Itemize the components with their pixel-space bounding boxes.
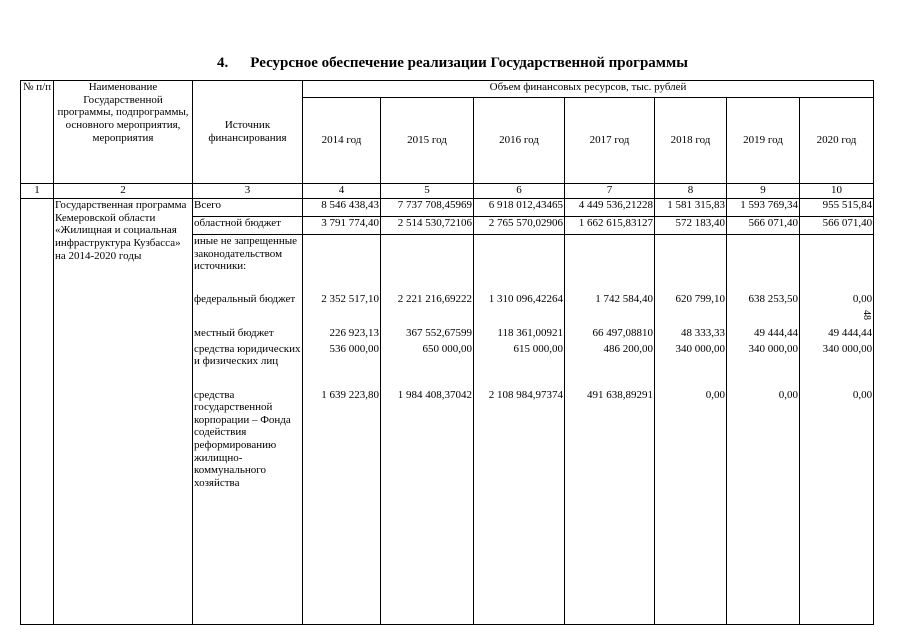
value-cell: 4 449 536,21228 bbox=[565, 199, 655, 217]
value-cell bbox=[381, 235, 474, 293]
header-year: 2014 год bbox=[303, 98, 381, 184]
header-name: Наименование Государственной программы, подпрограммы, основного мероприятия, мероприятия bbox=[54, 81, 193, 184]
value-list-cell bbox=[655, 293, 727, 625]
value-cell: 572 183,40 bbox=[655, 217, 727, 235]
value-cell: 620 799,10 bbox=[675, 292, 725, 305]
header-num: № п/п bbox=[21, 81, 54, 184]
column-number: 6 bbox=[474, 184, 565, 199]
column-number: 8 bbox=[655, 184, 727, 199]
header-year: 2018 год bbox=[655, 98, 727, 184]
header-volume: Объем финансовых ресурсов, тыс. рублей bbox=[303, 81, 874, 98]
value-cell: 7 737 708,45969 bbox=[381, 199, 474, 217]
value-cell: 955 515,84 bbox=[800, 199, 874, 217]
value-cell: 1 639 223,80 bbox=[321, 388, 379, 401]
value-cell: 3 791 774,40 bbox=[303, 217, 381, 235]
value-cell: 536 000,00 bbox=[329, 342, 379, 355]
column-number: 7 bbox=[565, 184, 655, 199]
value-cell bbox=[655, 235, 727, 293]
value-cell: 638 253,50 bbox=[748, 292, 798, 305]
resource-table bbox=[20, 80, 874, 625]
value-list-cell bbox=[303, 293, 381, 625]
value-cell: 491 638,89291 bbox=[587, 388, 653, 401]
value-cell: 0,00 bbox=[705, 388, 725, 401]
value-cell: 8 546 438,43 bbox=[303, 199, 381, 217]
page-number: 48 bbox=[861, 310, 872, 320]
value-cell: 48 333,33 bbox=[681, 326, 725, 339]
value-cell bbox=[727, 235, 800, 293]
value-cell: 66 497,08810 bbox=[592, 326, 653, 339]
value-cell: 650 000,00 bbox=[422, 342, 472, 355]
value-cell: 49 444,44 bbox=[828, 326, 873, 339]
value-cell: 118 361,00921 bbox=[497, 326, 563, 339]
value-list-cell bbox=[474, 293, 565, 625]
value-cell: 1 581 315,83 bbox=[655, 199, 727, 217]
header-year: 2016 год bbox=[474, 98, 565, 184]
value-cell: 2 352 517,10 bbox=[321, 292, 379, 305]
source-cell: Всего bbox=[193, 199, 303, 217]
value-cell bbox=[474, 235, 565, 293]
value-cell: 49 444,44 bbox=[754, 326, 798, 339]
header-year: 2020 год bbox=[800, 98, 874, 184]
value-cell bbox=[800, 235, 874, 293]
source-cell: федеральный бюджет bbox=[194, 292, 296, 305]
table-row bbox=[21, 199, 874, 217]
source-cell: средства государственной корпорации – Фонда содействия реформированию жилищно-коммунального хозяйства bbox=[194, 388, 291, 489]
value-cell: 1 310 096,42264 bbox=[488, 292, 563, 305]
column-number-row bbox=[21, 184, 874, 199]
section-number: 4. bbox=[217, 55, 229, 71]
value-cell: 6 918 012,43465 bbox=[474, 199, 565, 217]
header-year: 2017 год bbox=[565, 98, 655, 184]
value-cell: 367 552,67599 bbox=[406, 326, 472, 339]
value-list-cell bbox=[727, 293, 800, 625]
value-cell: 340 000,00 bbox=[748, 342, 798, 355]
value-cell: 566 071,40 bbox=[727, 217, 800, 235]
source-cell: иные не запрещенные законодательством источники: bbox=[193, 235, 303, 293]
value-cell: 0,00 bbox=[778, 388, 798, 401]
value-cell: 0,00 bbox=[852, 388, 873, 401]
value-cell: 2 514 530,72106 bbox=[381, 217, 474, 235]
column-number: 10 bbox=[800, 184, 874, 199]
value-cell bbox=[565, 235, 655, 293]
header-year: 2015 год bbox=[381, 98, 474, 184]
column-number: 9 bbox=[727, 184, 800, 199]
source-cell: средства юридических и физических лиц bbox=[194, 342, 301, 368]
column-number: 5 bbox=[381, 184, 474, 199]
column-number: 1 bbox=[21, 184, 54, 199]
value-cell: 226 923,13 bbox=[329, 326, 379, 339]
column-number: 2 bbox=[54, 184, 193, 199]
value-cell: 1 662 615,83127 bbox=[565, 217, 655, 235]
value-list-cell bbox=[800, 293, 874, 625]
source-list-cell bbox=[193, 293, 303, 625]
program-name-cell: Государственная программа Кемеровской области «Жилищная и социальная инфраструктура Кузбасса» на 2014-2020 годы bbox=[54, 199, 193, 625]
value-list-cell bbox=[381, 293, 474, 625]
value-cell: 0,00 bbox=[852, 292, 873, 305]
value-cell: 340 000,00 bbox=[822, 342, 873, 355]
header-year: 2019 год bbox=[727, 98, 800, 184]
value-cell: 1 742 584,40 bbox=[595, 292, 653, 305]
header-source: Источник финансирования bbox=[193, 81, 303, 184]
source-cell: областной бюджет bbox=[193, 217, 303, 235]
value-cell: 615 000,00 bbox=[513, 342, 563, 355]
value-cell: 1 593 769,34 bbox=[727, 199, 800, 217]
section-title: Ресурсное обеспечение реализации Государственной программы bbox=[250, 55, 688, 71]
value-cell: 2 108 984,97374 bbox=[488, 388, 563, 401]
value-cell: 340 000,00 bbox=[675, 342, 725, 355]
value-cell: 2 221 216,69222 bbox=[397, 292, 472, 305]
source-cell: местный бюджет bbox=[194, 326, 274, 339]
column-number: 4 bbox=[303, 184, 381, 199]
value-cell bbox=[303, 235, 381, 293]
value-cell: 1 984 408,37042 bbox=[397, 388, 472, 401]
program-num-cell bbox=[21, 199, 54, 625]
value-cell: 486 200,00 bbox=[603, 342, 653, 355]
value-cell: 2 765 570,02906 bbox=[474, 217, 565, 235]
value-cell: 566 071,40 bbox=[800, 217, 874, 235]
value-list-cell bbox=[565, 293, 655, 625]
column-number: 3 bbox=[193, 184, 303, 199]
header-row-1 bbox=[21, 81, 874, 98]
page-title bbox=[0, 55, 905, 72]
